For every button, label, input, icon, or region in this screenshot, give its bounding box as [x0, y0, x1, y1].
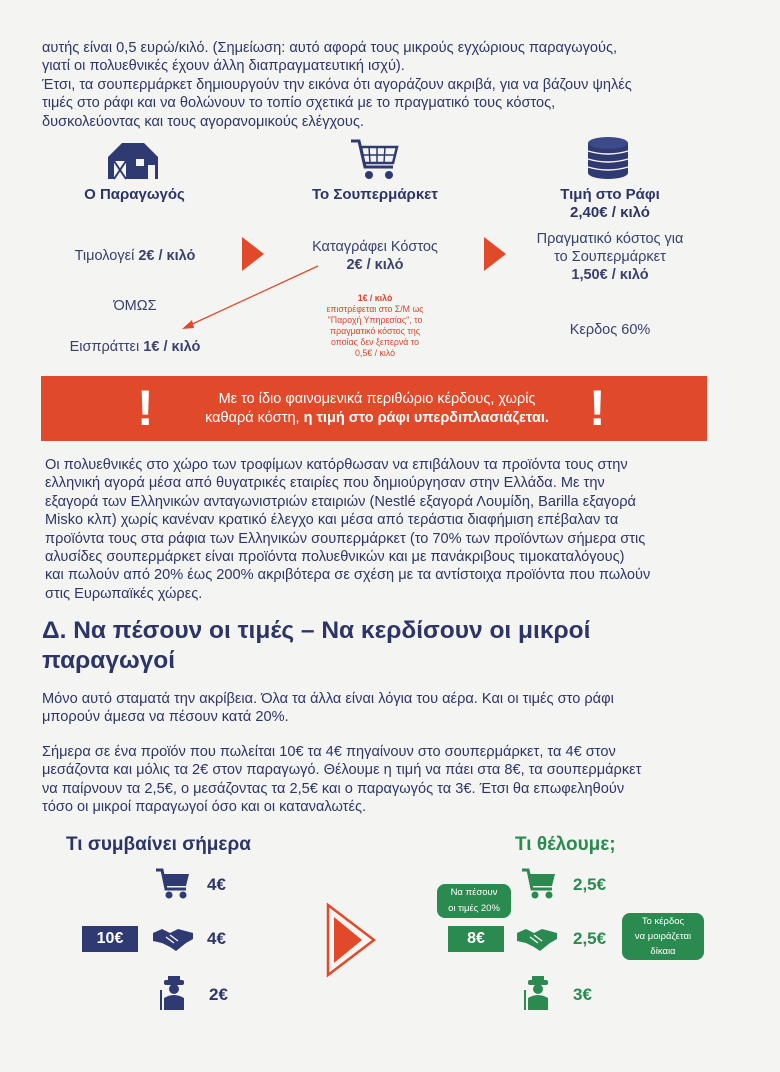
banner-line2-bold: η τιμή στο ράφι υπερδιπλασιάζεται. [303, 410, 549, 426]
section-line: τόσο οι μικροί παραγωγοί όσο και οι καταναλωτές. [42, 799, 367, 816]
section-line: μεσάζοντα και μόλις τα 2€ στον παραγωγό. Θέλουμε η τιμή να πάει στα 8€, τα σουπερμάρκετ [42, 762, 642, 779]
body-line: Οι πολυεθνικές στο χώρο των τροφίμων κατόρθωσαν να επιβάλουν τα προϊόντα τους στην [45, 457, 628, 473]
note-line: πραγματικό κόστος της [330, 326, 420, 336]
handshake-icon [516, 925, 558, 958]
arrow-right-icon [484, 237, 506, 271]
body-line: ελληνική αγορά μέσα από θυγατρικές εταιρίες που δημιούργησαν στην Ελλάδα. Με την [45, 475, 605, 492]
producer-collects [50, 339, 220, 355]
section-paragraph-2 [42, 743, 722, 817]
pill-line: δίκαια [650, 946, 676, 957]
note-line: επιστρέφεται στο Σ/Μ ως [326, 304, 424, 314]
intro-line: δυσκολεύοντας και τους αγορανομικούς ελέγχους. [42, 113, 364, 130]
producer-invoices-value: 2€ / κιλό [138, 248, 196, 264]
want-total-box: 8€ [448, 926, 504, 952]
handshake-icon [152, 925, 194, 958]
want-middleman-value: 2,5€ [573, 929, 607, 948]
section-line: μπορούν άμεσα να πέσουν κατά 20%. [42, 709, 289, 726]
play-arrow-icon [325, 902, 377, 978]
section-line: Μόνο αυτό σταματά την ακρίβεια. Όλα τα άλλα είναι λόγια του αέρα. Και οι τιμές στο ράφι [42, 691, 614, 707]
producer-but: ΌΜΩΣ [113, 298, 157, 314]
body-line: αλυσίδες σουπερμάρκετ είναι προϊόντα πολυεθνικών και με πανάκριβους τιμοκαταλόγους) [45, 549, 625, 566]
note-line: 0,5€ / κιλό [355, 348, 395, 358]
today-middleman-value: 4€ [207, 929, 226, 948]
shelf-title-text: Τιμή στο Ράφι [560, 186, 660, 203]
intro-line: αυτής είναι 0,5 ευρώ/κιλό. (Σημείωση: αυτό αφορά τους μικρούς εγχώριους παραγωγούς, [42, 40, 618, 56]
section-heading [42, 616, 702, 676]
intro-line: τιμές στο ράφι και να θολώνουν το τοπίο σχετικά με το πραγματικό τους κόστος, [42, 95, 556, 112]
shelf-real-line2: το Σουπερμάρκετ [554, 249, 666, 265]
today-total-box: 10€ [82, 926, 138, 952]
producer-invoices-prefix: Τιμολογεί [74, 248, 139, 264]
farmer-icon [522, 976, 554, 1015]
supermarket-title: Το Σουπερμάρκετ [311, 186, 438, 203]
pill-line: οι τιμές 20% [448, 903, 500, 914]
pill-line: Το κέρδος [641, 916, 685, 927]
shelf-real-value: 1,50€ / κιλό [571, 267, 649, 283]
body-line: Misko κλπ) χωρίς κανέναν κρατικό έλεγχο και μέσα από τεράστια διαφήμιση επέβαλαν τα [45, 512, 619, 529]
warning-banner [41, 376, 707, 441]
farmer-icon [158, 976, 190, 1015]
shopping-cart-icon [349, 137, 401, 181]
note-line: "Παροχή Υπηρεσίας", το [327, 315, 423, 325]
intro-line: Έτσι, τα σουπερμάρκετ δημιουργούν την εικόνα ότι αγοράζουν ακριβά, για να βάζουν ψηλές [42, 76, 632, 93]
want-title: Τι θέλουμε; [515, 834, 616, 855]
section-heading-line2: παραγωγοί [42, 647, 176, 674]
pill-line: Να πέσουν [450, 887, 498, 898]
want-farmer-value: 3€ [573, 985, 592, 1004]
want-cart-value: 2,5€ [573, 875, 607, 894]
note-line: οποίας δεν ξεπερνά το [330, 337, 420, 347]
note-line: 1€ / κιλό [357, 293, 393, 303]
body-paragraph [45, 456, 710, 603]
today-title: Τι συμβαίνει σήμερα [66, 834, 251, 855]
shelf-title [530, 186, 690, 222]
exclamation-icon: ! [589, 380, 606, 436]
producer-collects-prefix: Εισπράττει [69, 339, 144, 355]
section-heading-line1: Δ. Να πέσουν οι τιμές – Να κερδίσουν οι μικροί [42, 617, 591, 644]
shelf-real-cost [520, 230, 700, 284]
section-paragraph-1 [42, 690, 722, 727]
coins-icon [586, 133, 630, 181]
shelf-profit: Κερδος 60% [569, 322, 651, 338]
body-line: και πωλούν από 20% έως 200% ακριβότερα σε σχέση με τα αντίστοιχα προϊόντα που πωλούν [45, 567, 651, 584]
producer-title: Ο Παραγωγός [84, 186, 185, 203]
fair-share-pill [622, 913, 704, 960]
supermarket-records-text: Καταγράφει Κόστος [312, 239, 438, 255]
supermarket-records-value: 2€ / κιλό [346, 257, 404, 273]
body-line: εξαγορά των Ελληνικών ανταγωνιστριών εταιριών (Nestlé εξαγορά Λουμίδη, Barilla εξαγορά [45, 493, 636, 510]
intro-line: γιατί οι πολυεθνικές έχουν άλλη διαπραγματευτική ισχύ). [42, 58, 405, 75]
section-line: να παίρνουν τα 2,5€, ο μεσάζοντας τα 2,5€ και ο παραγωγός τα 3€. Έτσι θα επωφεληθούν [42, 780, 625, 797]
section-line: Σήμερα σε ένα προϊόν που πωλείται 10€ τα 4€ πηγαίνουν στο σουπερμάρκετ, τα 4€ στον [42, 744, 616, 760]
shelf-real-line1: Πραγματικό κόστος για [536, 231, 684, 247]
intro-paragraph [42, 39, 722, 131]
banner-line1: Με το ίδιο φαινομενικά περιθώριο κέρδους, χωρίς [218, 391, 536, 407]
price-drop-pill [437, 884, 511, 918]
banner-line2-prefix: καθαρά κόστη, [205, 410, 304, 426]
pill-line: να μοιράζεται [634, 931, 692, 942]
exclamation-icon: ! [137, 380, 154, 436]
banner-text [177, 390, 577, 428]
shelf-price: 2,40€ / κιλό [570, 204, 650, 221]
body-line: στις Ευρωπαϊκές χώρες. [45, 585, 203, 602]
today-farmer-value: 2€ [209, 985, 228, 1004]
barn-icon [104, 137, 162, 181]
producer-collects-value: 1€ / κιλό [143, 339, 201, 355]
shopping-cart-icon [521, 867, 557, 906]
return-note [300, 293, 450, 359]
shopping-cart-icon [155, 867, 191, 906]
today-cart-value: 4€ [207, 875, 226, 894]
body-line: προϊόντα τους στα ράφια των Ελληνικών σουπερμάρκετ (το 70% των προϊόντων σήμερα στις [45, 530, 646, 547]
